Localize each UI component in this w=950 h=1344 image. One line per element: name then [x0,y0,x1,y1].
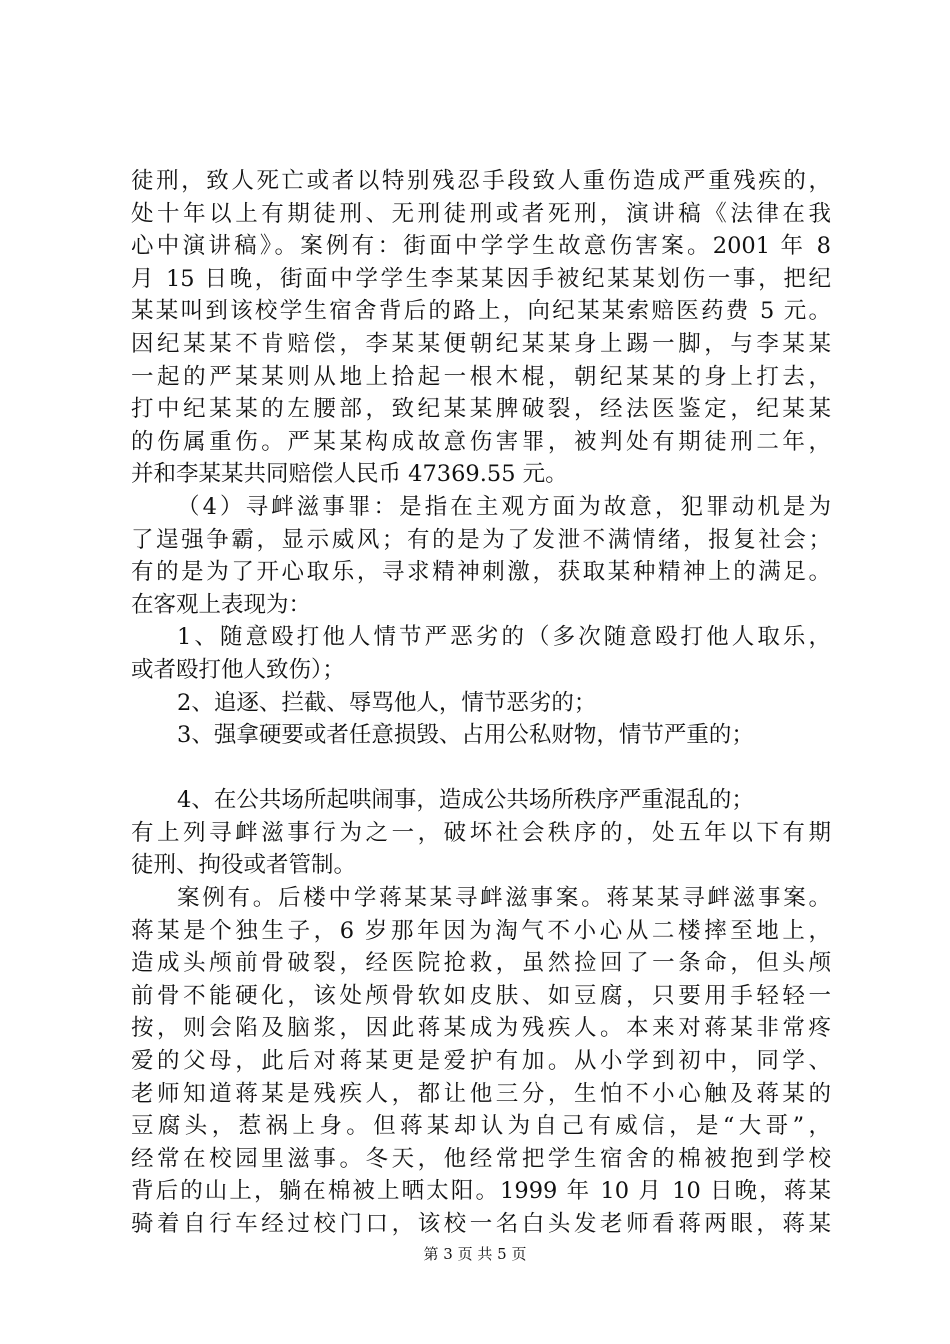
text-line: 有的是为了开心取乐，寻求精神刺激，获取某种精神上的满足。 [131,559,831,586]
text-line: 或者殴打他人致伤）； [131,656,345,683]
document-body [131,165,831,1241]
text-line: 心中演讲稿》。案例有：街面中学学生故意伤害案。2001 年 8 [131,233,831,260]
text-line: 4、在公共场所起哄闹事，造成公共场所秩序严重混乱的； [177,787,754,814]
text-line: 豆腐头，惹祸上身。但蒋某却认为自己有威信，是“大哥”， [131,1113,831,1140]
text-line: 有上列寻衅滋事行为之一，破坏社会秩序的，处五年以下有期 [131,819,831,846]
page-footer: 第 3 页 共 5 页 [423,1245,527,1263]
text-line: （4）寻衅滋事罪：是指在主观方面为故意，犯罪动机是为 [177,493,831,520]
text-line: 蒋某是个独生子，6 岁那年因为淘气不小心从二楼摔至地上， [131,917,831,944]
text-line: 一起的严某某则从地上拾起一根木棍，朝纪某某的身上打去， [131,363,831,390]
text-line: 造成头颅前骨破裂，经医院抢救，虽然捡回了一条命，但头颅 [131,950,831,977]
text-line: 了逞强争霸，显示威风；有的是为了发泄不满情绪，报复社会； [131,526,831,553]
text-line: 徒刑，致人死亡或者以特别残忍手段致人重伤造成严重残疾的， [131,168,831,194]
blank-line [131,752,831,785]
text-line: 因纪某某不肯赔偿，李某某便朝纪某某身上踢一脚，与李某某 [131,330,831,357]
text-line: 1、随意殴打他人情节严恶劣的（多次随意殴打他人取乐， [177,624,831,651]
text-line: 前骨不能硬化，该处颅骨软如皮肤、如豆腐，只要用手轻轻一 [131,982,831,1009]
text-line: 按，则会陷及脑浆，因此蒋某成为残疾人。本来对蒋某非常疼 [131,1015,831,1042]
text-line: 徒刑、拘役或者管制。 [131,852,357,879]
text-line: 处十年以上有期徒刑、无刑徒刑或者死刑，演讲稿《法律在我 [131,200,831,227]
text-line: 经常在校园里滋事。冬天，他经常把学生宿舍的棉被抱到学校 [131,1145,831,1172]
text-line: 的伤属重伤。严某某构成故意伤害罪，被判处有期徒刑二年， [131,428,831,455]
text-line: 并和李某某共同赔偿人民币 47369.55 元。 [131,461,568,488]
text-line: 打中纪某某的左腰部，致纪某某脾破裂，经法医鉴定，纪某某 [131,396,831,423]
text-line: 3、强拿硬要或者任意损毁、占用公私财物，情节严重的； [177,722,754,749]
text-line: 某某叫到该校学生宿舍背后的路上，向纪某某索赔医药费 5 元。 [131,298,831,325]
text-line: 骑着自行车经过校门口，该校一名白头发老师看蒋两眼，蒋某 [131,1211,831,1237]
text-line: 月 15 日晚，街面中学学生李某某因手被纪某某划伤一事，把纪 [131,265,831,292]
text-line: 案例有。后楼中学蒋某某寻衅滋事案。蒋某某寻衅滋事案。 [177,885,831,912]
text-line: 在客观上表现为： [131,591,312,618]
text-line: 背后的山上，躺在棉被上晒太阳。1999 年 10 月 10 日晚，蒋某 [131,1178,831,1205]
text-line: 2、追逐、拦截、辱骂他人，情节恶劣的； [177,689,597,716]
text-line: 爱的父母，此后对蒋某更是爱护有加。从小学到初中，同学、 [131,1048,831,1075]
text-line: 老师知道蒋某是残疾人，都让他三分，生怕不小心触及蒋某的 [131,1080,831,1107]
